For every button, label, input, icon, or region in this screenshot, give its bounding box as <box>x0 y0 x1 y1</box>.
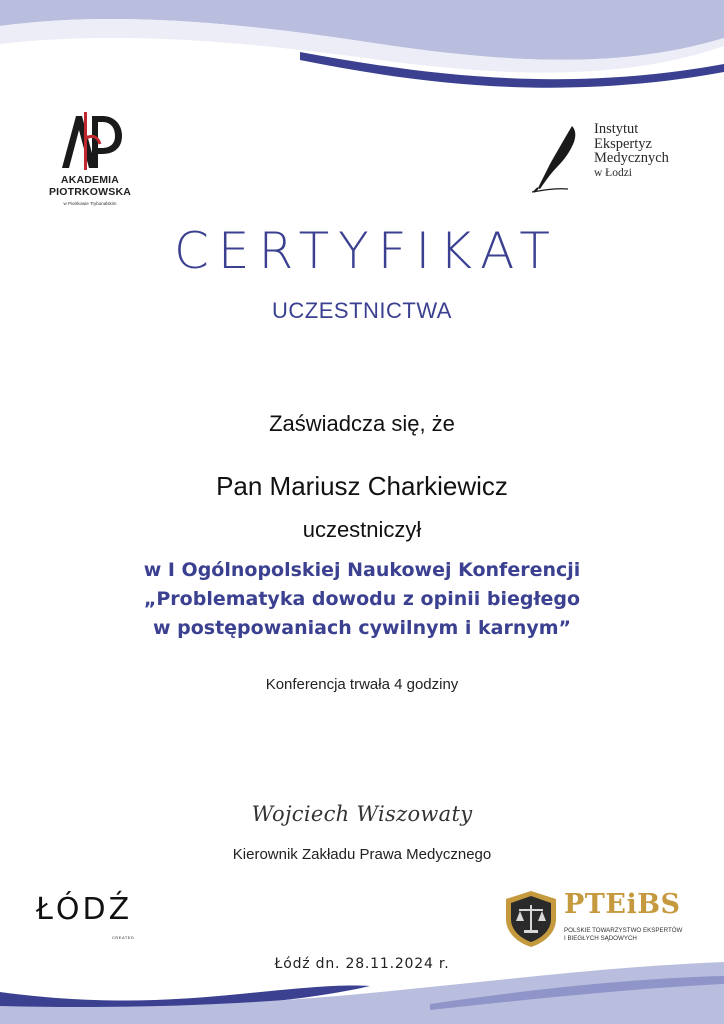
conference-title <box>0 556 724 643</box>
lodz-city-logo <box>36 893 146 945</box>
conference-line-2: „Problematyka dowodu z opinii biegłego <box>143 588 581 610</box>
conference-line-3: w postępowaniach cywilnym i karnym” <box>152 617 572 639</box>
lodz-logo-tag: CREATED <box>112 935 135 940</box>
duration-text: Konferencja trwała 4 godziny <box>265 676 459 693</box>
signer-role: Kierownik Zakładu Prawa Medycznego <box>232 846 492 863</box>
pteibs-abbreviation: PTEiBS <box>564 889 681 920</box>
top-wave-decoration <box>0 0 724 100</box>
instytut-ekspertyz-logo <box>528 116 700 196</box>
instytut-line2: Ekspertyz <box>594 135 652 152</box>
pteibs-logo <box>502 889 696 949</box>
attestation-text: Zaświadcza się, że <box>269 411 455 436</box>
shield-scales-icon <box>502 889 560 949</box>
conference-line-1: w I Ogólnopolskiej Naukowej Konferencji <box>143 559 581 581</box>
lodz-logo-glyphs: ŁÓDŹ <box>36 892 133 927</box>
pteibs-full-line1: POLSKIE TOWARZYSTWO EKSPERTÓW <box>564 927 683 934</box>
instytut-line4: w Łodzi <box>594 166 633 179</box>
akademia-subtitle: w Piotrkowie Trybunalskim <box>63 201 117 206</box>
instytut-line1: Instytut <box>594 121 639 137</box>
issue-date: Łódź dn. 28.11.2024 r. <box>274 956 450 972</box>
akademia-name-line2: PIOTRKOWSKA <box>48 186 132 198</box>
akademia-piotrkowska-logo <box>36 108 144 218</box>
recipient-name: Pan Mariusz Charkiewicz <box>216 471 508 501</box>
signature: Wojciech Wiszowaty <box>251 802 473 826</box>
instytut-line3: Medycznych <box>594 150 669 166</box>
certificate-subtitle: UCZESTNICTWA <box>272 298 452 323</box>
ap-mark-icon <box>36 108 144 174</box>
certificate-title: CERTYFIKAT <box>174 222 559 280</box>
quill-pen-icon <box>528 116 590 196</box>
participation-text: uczestniczył <box>302 517 422 542</box>
akademia-name-line1: AKADEMIA <box>60 174 120 186</box>
pteibs-full-line2: I BIEGŁYCH SĄDOWYCH <box>564 934 637 942</box>
